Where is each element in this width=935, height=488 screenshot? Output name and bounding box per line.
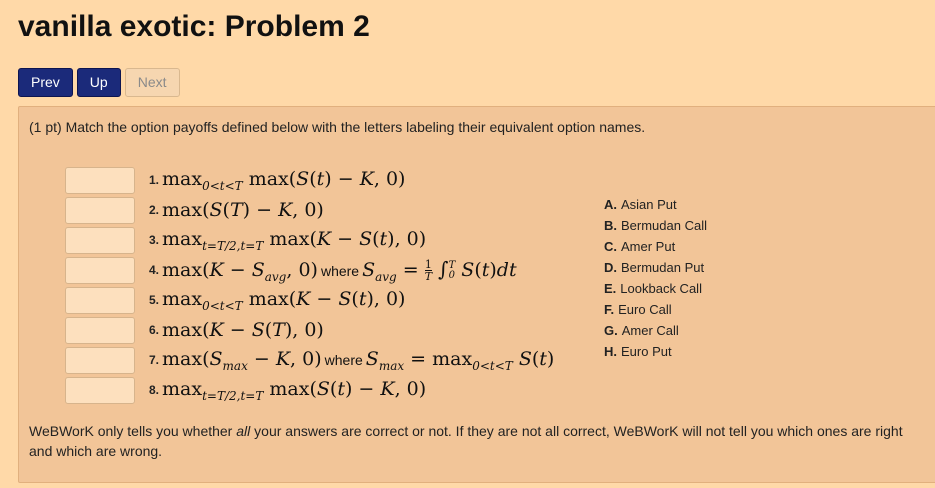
choice-item: A. Asian Put <box>604 197 677 212</box>
payoff-number: 4. <box>149 263 160 277</box>
payoff-number: 2. <box>149 203 160 217</box>
payoff-formula-6: max(K − S(T), 0) <box>162 319 324 341</box>
answer-input-6[interactable] <box>65 317 135 344</box>
payoff-formula-3: $\max_{t=T/2,t=T} \max(K - S(t)$, 0) <box>162 227 427 253</box>
up-button[interactable]: Up <box>77 68 121 97</box>
answer-input-3[interactable] <box>65 227 135 254</box>
prev-button[interactable]: Prev <box>18 68 73 97</box>
payoff-number: 5. <box>149 293 160 307</box>
payoff-row <box>65 165 405 195</box>
payoff-number: 3. <box>149 233 160 247</box>
choice-item: F. Euro Call <box>604 302 672 317</box>
payoff-row <box>65 225 426 255</box>
payoff-number: 8. <box>149 383 160 397</box>
choice-item: D. Bermudan Put <box>604 260 705 275</box>
choice-item: G. Amer Call <box>604 323 679 338</box>
answer-input-5[interactable] <box>65 287 135 314</box>
webwork-note: WeBWorK only tells you whether all your answers are correct or not. If they are not all correct, WeBWorK will not tell you which ones are right and which are wrong. <box>29 423 903 459</box>
payoff-row <box>65 375 426 405</box>
where-label: where <box>320 262 360 279</box>
payoff-number: 7. <box>149 353 160 367</box>
answer-input-4[interactable] <box>65 257 135 284</box>
payoff-number: 6. <box>149 323 160 337</box>
problem-nav <box>18 68 180 97</box>
choice-item: C. Amer Put <box>604 239 676 254</box>
payoff-row <box>65 345 554 375</box>
payoff-formula-7: $\max(S_{max} - K$, 0) where $S_{max} = \max_{0<t<T} S(t)$ <box>162 347 555 373</box>
next-button: Next <box>125 68 180 97</box>
answer-input-1[interactable] <box>65 167 135 194</box>
where-label: where <box>324 351 363 368</box>
payoff-number: 1. <box>149 173 160 187</box>
page-title: vanilla exotic: Problem 2 <box>18 10 370 43</box>
problem-prompt: (1 pt) Match the option payoffs defined below with the letters labeling their equivalent option names. <box>29 119 646 135</box>
payoff-formula-1: $\max_{0<t<T} \max(S(t) - K$, 0) <box>162 167 406 193</box>
payoff-formula-4: $\max(K - S_{avg}$, 0) where $S_{avg}$ = $\frac{1}{T}$ ∫ T 0 S(t)dt <box>162 256 517 284</box>
answer-input-7[interactable] <box>65 347 135 374</box>
choice-item: B. Bermudan Call <box>604 218 707 233</box>
payoff-row <box>65 285 405 315</box>
problem-panel <box>18 106 935 483</box>
payoff-row <box>65 315 324 345</box>
choice-item: E. Lookback Call <box>604 281 702 296</box>
choice-item: H. Euro Put <box>604 344 672 359</box>
answer-input-2[interactable] <box>65 197 135 224</box>
payoff-formula-8: $\max_{t=T/2,t=T} \max(S(t) - K$, 0) <box>162 377 427 403</box>
answer-input-8[interactable] <box>65 377 135 404</box>
payoff-formula-5: $\max_{0<t<T} \max(K - S(t)$, 0) <box>162 287 406 313</box>
payoff-row <box>65 255 517 285</box>
payoff-row <box>65 195 324 225</box>
payoff-formula-2: max(S(T) − K, 0) <box>162 199 324 221</box>
